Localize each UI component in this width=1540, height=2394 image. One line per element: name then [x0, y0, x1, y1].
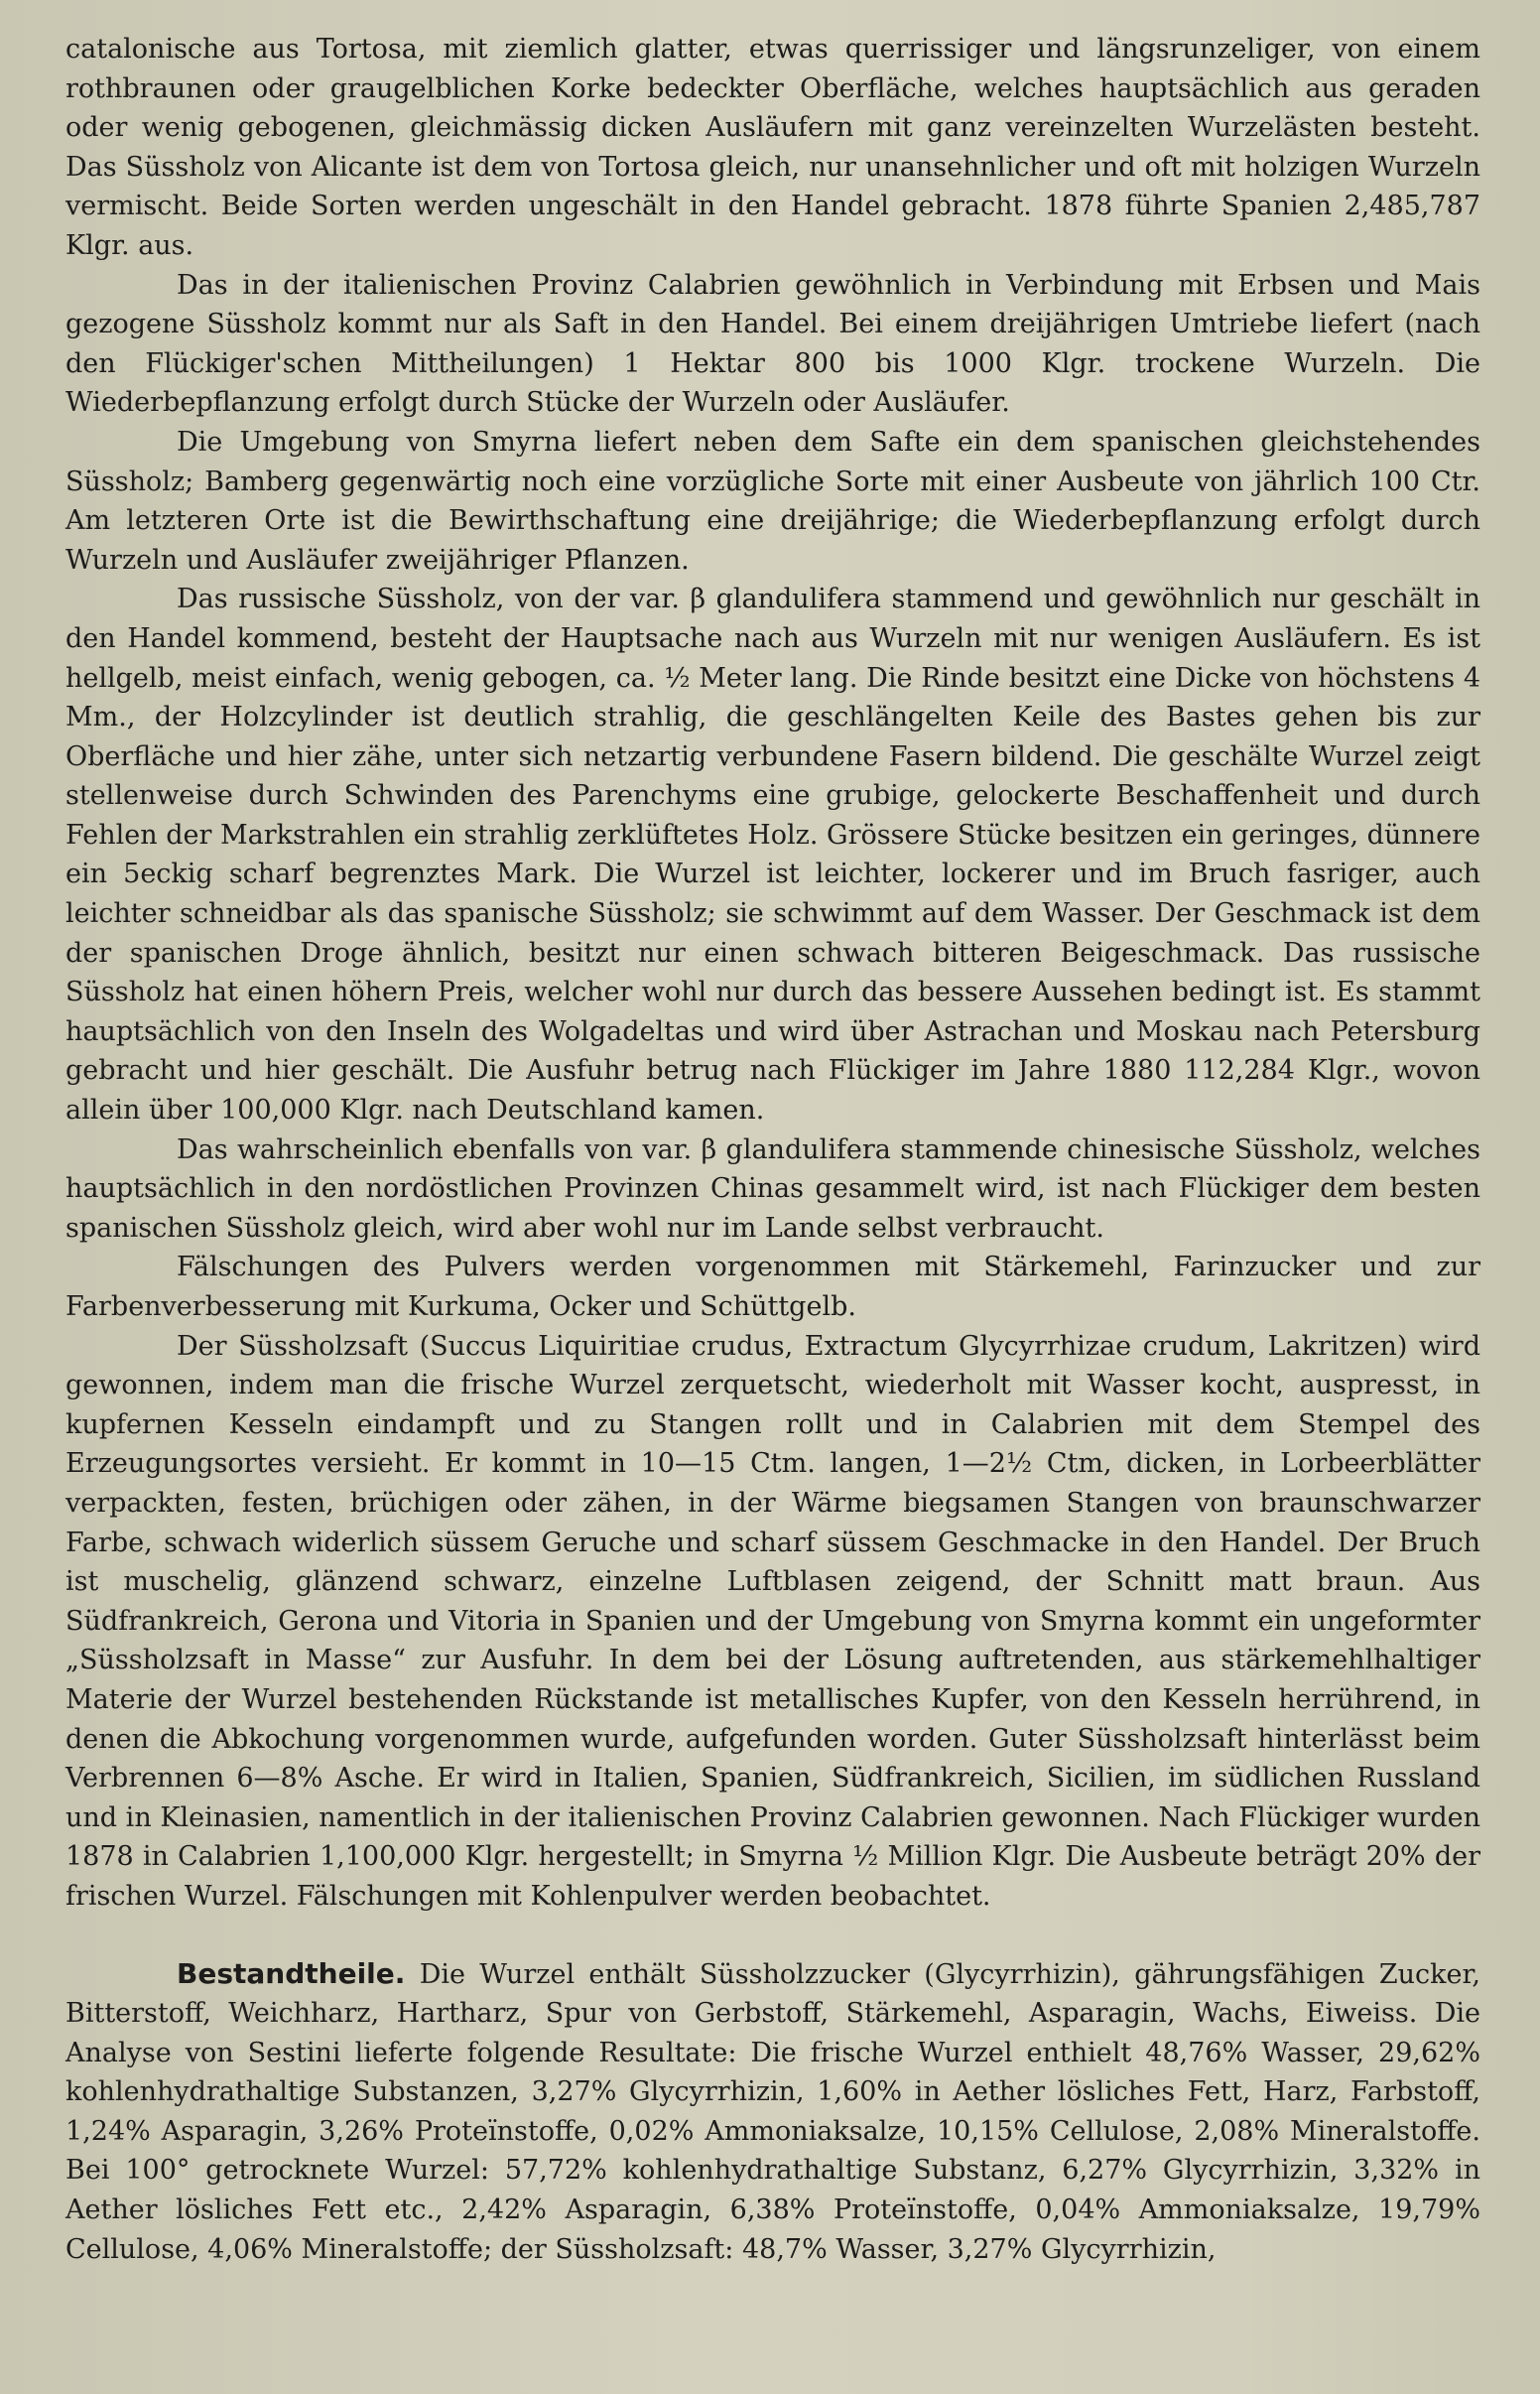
paragraph-calabria: Das in der italienischen Provinz Calabrien gewöhnlich in Verbindung mit Erbsen und Mais gezogene Süssholz kommt nur als Saft in den Handel. Bei einem dreijährigen Umtriebe liefert (nach den Flückiger'schen Mittheilungen) 1 Hektar 800 bis 1000 Klgr. trockene Wurzeln. Die Wiederbepflanzung erfolgt durch Stücke der Wurzeln oder Ausläufer.	[65, 269, 1480, 419]
paragraph-licorice-juice: Der Süssholzsaft (Succus Liquiritiae crudus, Extractum Glycyrrhizae crudum, Lakritzen) wird gewonnen, indem man die frische Wurzel zerquetscht, wiederholt mit Wasser kocht, auspresst, in kupfernen Kesseln eindampft und zu Stangen rollt und in Calabrien mit dem Stempel des Erzeugungsortes versieht. Er kommt in 10—15 Ctm. langen, 1—2½ Ctm, dicken, in Lorbeerblätter verpackten, festen, brüchigen oder zähen, in der Wärme biegsamen Stangen von braunschwarzer Farbe, schwach widerlich süssem Geruche und scharf süssem Geschmacke in den Handel. Der Bruch ist muschelig, glänzend schwarz, einzelne Luftblasen zeigend, der Schnitt matt braun. Aus Südfrankreich, Gerona und Vitoria in Spanien und der Umgebung von Smyrna kommt ein ungeformter „Süssholzsaft in Masse“ zur Ausfuhr. In dem bei der Lösung auftretenden, aus stärkemehlhaltiger Materie der Wurzel bestehenden Rückstande ist metallisches Kupfer, von den Kesseln herrührend, in denen die Abkochung vorgenommen wurde, aufgefunden worden. Guter Süssholzsaft hinterlässt beim Verbrennen 6—8% Asche. Er wird in Italien, Spanien, Südfrankreich, Sicilien, im südlichen Russland und in Kleinasien, namentlich in der italienischen Provinz Calabrien gewonnen. Nach Flückiger wurden 1878 in Calabrien 1,100,000 Klgr. hergestellt; in Smyrna ½ Million Klgr. Die Ausbeute beträgt 20% der frischen Wurzel. Fälschungen mit Kohlenpulver werden beobachtet.	[65, 1330, 1480, 1912]
paragraph-russian-licorice: Das russische Süssholz, von der var. β glandulifera stammend und gewöhnlich nur geschält in den Handel kommend, besteht der Hauptsache nach aus Wurzeln mit nur wenigen Ausläufern. Es ist hellgelb, meist einfach, wenig gebogen, ca. ½ Meter lang. Die Rinde besitzt eine Dicke von höchstens 4 Mm., der Holzcylinder ist deutlich strahlig, die geschlängelten Keile des Bastes gehen bis zur Oberfläche und hier zähe, unter sich netzartig verbundene Fasern bildend. Die geschälte Wurzel zeigt stellenweise durch Schwinden des Parenchyms eine grubige, gelockerte Beschaffenheit und durch Fehlen der Markstrahlen ein strahlig zerklüftetes Holz. Grössere Stücke besitzen ein geringes, dünnere ein 5eckig scharf begrenztes Mark. Die Wurzel ist leichter, lockerer und im Bruch fasriger, auch leichter schneidbar als das spanische Süssholz; sie schwimmt auf dem Wasser. Der Geschmack ist dem der spanischen Droge ähnlich, besitzt nur einen schwach bitteren Beigeschmack. Das russische Süssholz hat einen höhern Preis, welcher wohl nur durch das bessere Aussehen bedingt ist. Es stammt hauptsächlich von den Inseln des Wolgadeltas und wird über Astrachan und Moskau nach Petersburg gebracht und hier geschält. Die Ausfuhr betrug nach Flückiger im Jahre 1880 112,284 Klgr., wovon allein über 100,000 Klgr. nach Deutschland kamen.	[65, 584, 1480, 1127]
section-heading: Bestandtheile.	[177, 1956, 406, 1990]
section-gap	[65, 1917, 1480, 1954]
paragraph-falsifications: Fälschungen des Pulvers werden vorgenommen mit Stärkemehl, Farinzucker und zur Farbenverbesserung mit Kurkuma, Ocker und Schüttgelb.	[65, 1252, 1480, 1322]
text-column	[65, 30, 1480, 2269]
paragraph-chinese-licorice: Das wahrscheinlich ebenfalls von var. β glandulifera stammende chinesische Süssholz, welches hauptsächlich in den nordöstlichen Provinzen Chinas gesammelt wird, ist nach Flückiger dem besten spanischen Süssholz gleich, wird aber wohl nur im Lande selbst verbraucht.	[65, 1133, 1480, 1244]
paragraph-smyrna: Die Umgebung von Smyrna liefert neben dem Safte ein dem spanischen gleichstehendes Süssholz; Bamberg gegenwärtig noch eine vorzügliche Sorte mit einer Ausbeute von jährlich 100 Ctr. Am letzteren Orte ist die Bewirthschaftung eine dreijährige; die Wiederbepflanzung erfolgt durch Wurzeln und Ausläufer zweijähriger Pflanzen.	[65, 426, 1480, 576]
section-text: Die Wurzel enthält Süssholzzucker (Glycyrrhizin), gährungsfähigen Zucker, Bitterstoff, Weichharz, Hartharz, Spur von Gerbstoff, Stärkemehl, Asparagin, Wachs, Eiweiss. Die Analyse von Sestini lieferte folgende Resultate: Die frische Wurzel enthielt 48,76% Wasser, 29,62% kohlenhydrathaltige Substanzen, 3,27% Glycyrrhizin, 1,60% in Aether lösliches Fett, Harz, Farbstoff, 1,24% Asparagin, 3,26% Proteïnstoffe, 0,02% Ammoniaksalze, 10,15% Cellulose, 2,08% Mineralstoffe. Bei 100° getrocknete Wurzel: 57,72% kohlenhydrathaltige Substanz, 6,27% Glycyrrhizin, 3,32% in Aether lösliches Fett etc., 2,42% Asparagin, 6,38% Proteïnstoffe, 0,04% Ammoniaksalze, 19,79% Cellulose, 4,06% Mineralstoffe; der Süssholzsaft: 48,7% Wasser, 3,27% Glycyrrhizin,	[65, 1958, 1480, 2265]
paragraph-spanish-licorice: catalonische aus Tortosa, mit ziemlich glatter, etwas querrissiger und längsrunzeliger, von einem rothbraunen oder graugelblichen Korke bedeckter Oberfläche, welches hauptsächlich aus geraden oder wenig gebogenen, gleichmässig dicken Ausläufern mit ganz vereinzelten Wurzelästen besteht. Das Süssholz von Alicante ist dem von Tortosa gleich, nur unansehnlicher und oft mit holzigen Wurzeln vermischt. Beide Sorten werden ungeschält in den Handel gebracht. 1878 führte Spanien 2,485,787 Klgr. aus.	[65, 34, 1480, 261]
paragraph-constituents	[65, 1954, 1480, 2270]
